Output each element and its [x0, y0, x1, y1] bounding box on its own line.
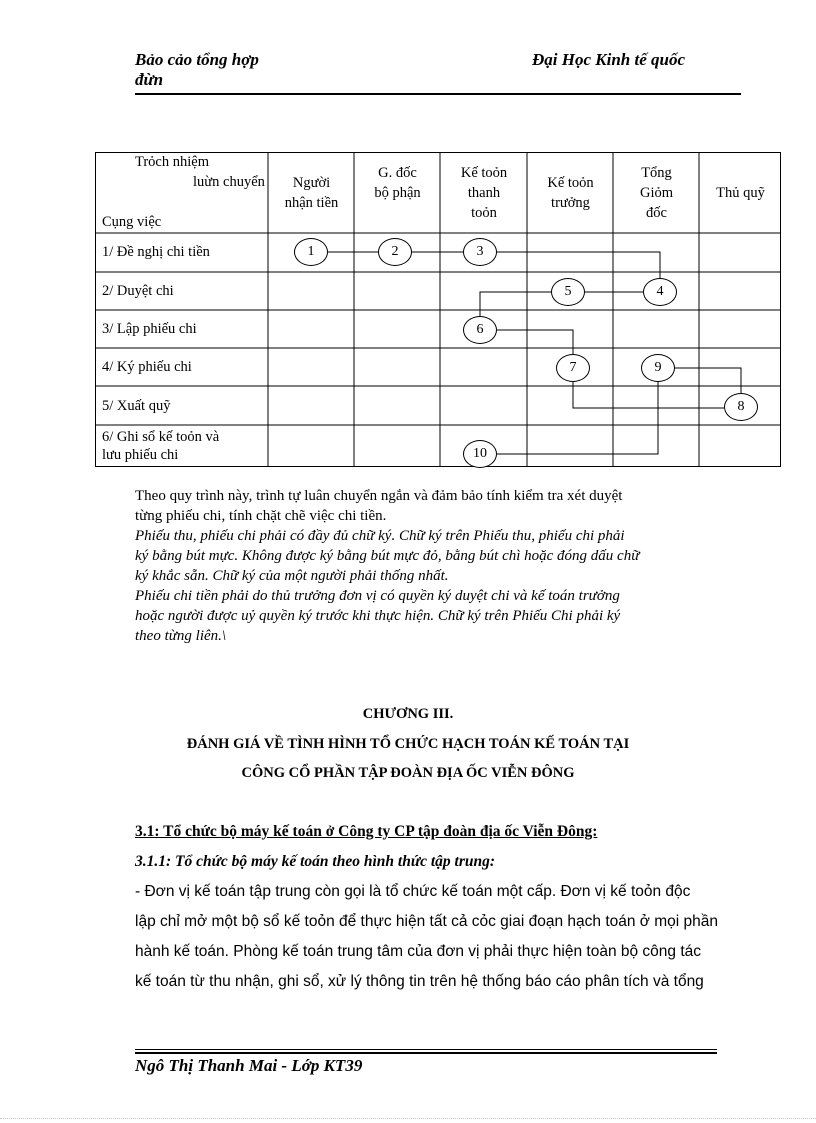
col-header-line: nhận tiền [284, 195, 339, 211]
col-header-cashier: Thủ quỹ [716, 185, 765, 201]
flow-node-5: 5 [551, 278, 585, 306]
connector-5-6 [480, 292, 551, 316]
flow-node-6: 6 [463, 316, 497, 344]
row-label-request: 1/ Đề nghị chi tiền [102, 244, 210, 260]
text-line: hoặc người được uỷ quyền ký trước khi thực hiện. Chữ ký trên Phiếu Chi phải ký [135, 608, 621, 624]
col-header-line: đốc [646, 205, 667, 221]
col-header-line: Kế toỏn [460, 165, 508, 181]
body-text-line: kế toán từ thu nhận, ghi sổ, xử lý thông tin trên hệ thống báo cáo phân tích và tổng [135, 973, 704, 990]
page-edge [0, 1118, 816, 1120]
text-line: ký bằng bút mực. Không được ký bằng bút mực đỏ, bằng bút chì hoặc đóng dấu chữ [135, 548, 640, 564]
body-text-line: lập chỉ mở một bộ sổ kế toỏn để thực hiện tất cả cỏc giai đoạn hạch toán ở mọi phần [135, 913, 719, 930]
flow-node-4: 4 [643, 278, 677, 306]
corner-responsibility: Trỏch nhiệm [135, 154, 209, 170]
text-line: ký khắc sẵn. Chữ ký của một người phải thống nhất. [135, 568, 449, 584]
col-header-receiver [269, 173, 354, 213]
row-label-line: lưu phiếu chi [102, 447, 179, 463]
footer-author: Ngô Thị Thanh Mai - Lớp KT39 [135, 1056, 363, 1075]
col-header-line: bộ phận [374, 185, 421, 201]
text-line: Theo quy trình này, trình tự luân chuyển ngắn và đảm bảo tính kiểm tra xét duyệt [135, 488, 623, 504]
connector-6-7 [497, 330, 573, 354]
col-header-line: thanh [467, 185, 501, 201]
col-header-chief-accountant [528, 173, 613, 213]
flow-table [95, 152, 781, 467]
text-line: theo từng liên.\ [135, 628, 227, 644]
row-label-line: 6/ Ghi sổ kế toỏn và [102, 429, 220, 445]
connector-9-10 [497, 382, 658, 454]
col-header-line: toỏn [471, 205, 497, 221]
chapter-number: CHƯƠNG III. [362, 706, 454, 722]
col-header-line: Kế toỏn [547, 175, 594, 191]
row-label-sign-voucher: 4/ Ký phiếu chi [102, 359, 192, 375]
corner-task: Cụng việc [102, 214, 162, 230]
col-header-payment-accountant [441, 163, 527, 223]
header-left-line1: Bảo cảo tổng hợp [135, 50, 259, 69]
body-text-line: - Đơn vị kế toán tập trung còn gọi là tổ chức kế toán một cấp. Đơn vị kế toỏn độc [135, 883, 691, 900]
subsection-heading: 3.1.1: Tổ chức bộ máy kế toán theo hình thức tập trung: [135, 853, 496, 870]
header-rule [135, 93, 741, 95]
text-line: Phiếu thu, phiếu chi phải có đầy đủ chữ ký. Chữ ký trên Phiếu thu, phiếu chi phải [135, 528, 625, 544]
row-label-record [102, 428, 219, 464]
paragraph-approval-rules [135, 586, 735, 646]
col-header-line: Giỏm [639, 185, 674, 201]
flow-node-2: 2 [378, 238, 412, 266]
header-left-line2: đừn [135, 70, 164, 89]
col-header-line: trưởng [551, 195, 590, 211]
col-header-line: G. đốc [378, 165, 417, 181]
text-line: từng phiếu chi, tính chặt chẽ việc chi tiền. [135, 508, 387, 524]
chapter-title-line1: ĐÁNH GIÁ VỀ TÌNH HÌNH TỔ CHỨC HẠCH TOÁN KẾ TOÁN TẠI [186, 736, 630, 752]
flow-node-10: 10 [463, 440, 497, 468]
flow-node-1: 1 [294, 238, 328, 266]
col-header-line: Người [292, 175, 331, 191]
section-heading: 3.1: Tổ chức bộ máy kế toán ở Công ty CP tập đoàn địa ốc Viễn Đông: [135, 823, 598, 840]
flow-node-7: 7 [556, 354, 590, 382]
corner-circulation: luừn chuyển [193, 174, 265, 190]
header-university: Đại Học Kinh tế quốc [532, 50, 686, 69]
footer-rule [135, 1049, 717, 1050]
footer-rule [135, 1052, 717, 1054]
connector-3-4 [497, 252, 660, 278]
connector-9-8 [674, 368, 741, 393]
row-label-disburse: 5/ Xuất quỹ [102, 398, 171, 414]
header-report-title [135, 50, 259, 90]
flow-node-9: 9 [641, 354, 675, 382]
body-text-line: hành kế toán. Phòng kế toán trung tâm của đơn vị phải thực hiện toàn bộ công tác [135, 943, 702, 960]
text-line: Phiếu chi tiền phải do thủ trưởng đơn vị có quyền ký duyệt chi và kế toán trưởng [135, 588, 620, 604]
flow-node-8: 8 [724, 393, 758, 421]
col-header-general-director [614, 163, 699, 223]
paragraph-signature-rules [135, 526, 735, 586]
col-header-line: Tổng [641, 165, 672, 181]
paragraph-procedure [135, 486, 735, 526]
flow-node-3: 3 [463, 238, 497, 266]
chapter-title-line2: CÔNG CỔ PHẦN TẬP ĐOÀN ĐỊA ỐC VIỄN ĐÔNG [241, 765, 575, 781]
row-label-approve: 2/ Duyệt chi [102, 283, 174, 299]
col-header-dept-director [355, 163, 440, 203]
row-label-create-voucher: 3/ Lập phiếu chi [102, 321, 197, 337]
